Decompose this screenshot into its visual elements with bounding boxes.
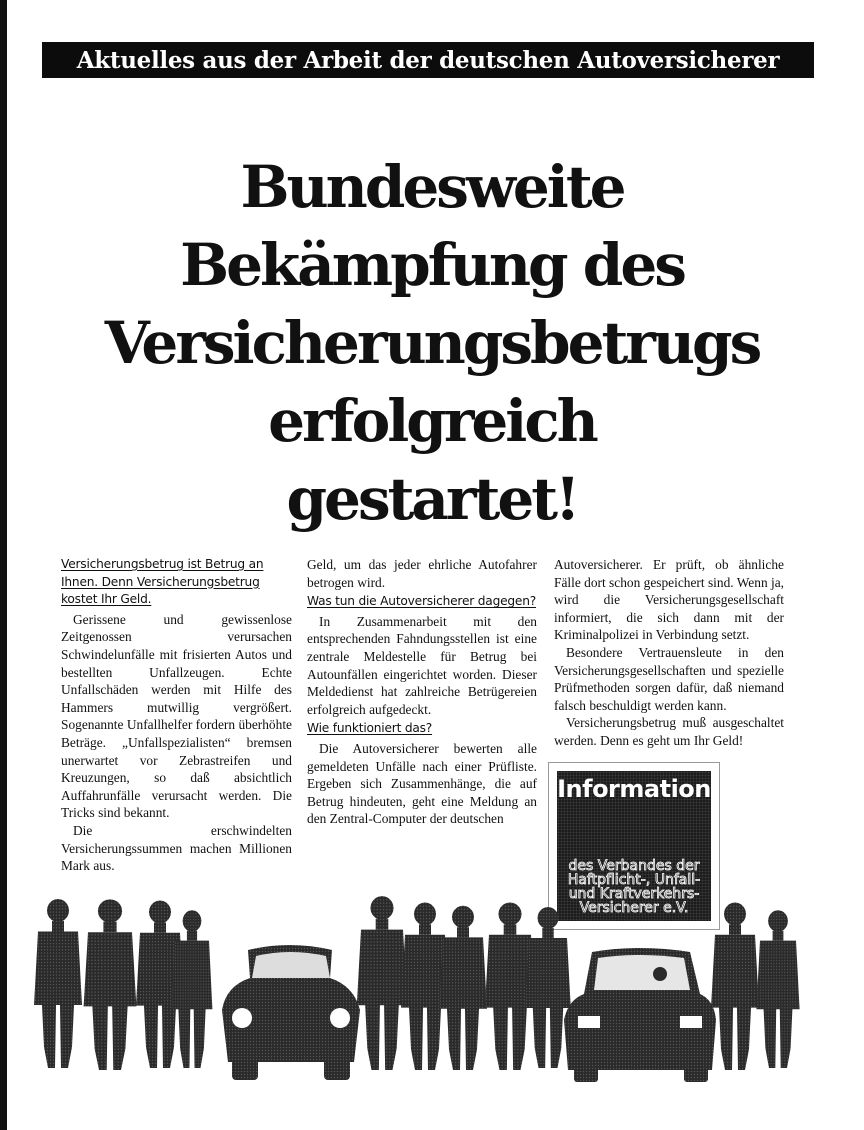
- person-silhouette: [756, 910, 799, 1068]
- headline-line: gestartet!: [286, 465, 578, 533]
- paragraph: Besondere Vertrauensleute in den Versicherungsgesellschaften und spezielle Prüfmethoden sorgen dafür, daß niemand falsch beschuldigt werden kann.: [554, 644, 784, 713]
- article-column-2: [307, 556, 537, 828]
- paragraph: Autoversicherer. Er prüft, ob ähnliche Fälle dort schon gespeichert sind. Wenn ja, wird die Versicherungsgesellschaft informiert, die sich dann mit der Kriminalpolizei in Verbindung setzt.: [554, 557, 784, 643]
- paragraph: Gerissene und gewissenlose Zeitgenossen verursachen Schwindelunfälle mit frisierten Autos und bestellten Unfallzeugen. Echte Unfallschäden werden mit Hilfe des Hammers mutwillig vergrößert. Sogenannte Unfallhelfer fordern überhöhte Beträge. „Unfallspezialisten“ bremsen unerwartet vor Zebrastreifen und Kreuzungen, so daß absichtlich Auffahrunfälle verursacht werden. Die Tricks sind bekannt.: [61, 611, 292, 821]
- person-silhouette: [525, 907, 571, 1068]
- subheading: Wie funktioniert das?: [307, 721, 433, 736]
- information-line: und Kraftverkehrs-: [568, 886, 700, 902]
- article-column-1: [61, 556, 292, 875]
- person-silhouette: [84, 899, 137, 1070]
- header-banner: [42, 42, 814, 78]
- person-silhouette: [34, 899, 82, 1068]
- information-title: Information: [557, 775, 711, 803]
- headline: [60, 148, 804, 538]
- headline-line: Bekämpfung des: [180, 231, 684, 299]
- lead-subheading: Versicherungsbetrug ist Betrug an Ihnen. Denn Versicherungsbetrug kostet Ihr Geld.: [61, 557, 264, 607]
- headline-line: Bundesweite: [240, 153, 624, 221]
- paragraph: Die Autoversicherer bewerten alle gemeldeten Unfälle nach einer Prüfliste. Ergeben sich Zusammenhänge, die auf Betrug hindeuten, geht eine Meldung an den Zentral-Computer der deutschen: [307, 740, 537, 827]
- headline-line: erfolgreich: [268, 387, 596, 455]
- article-column-3: [554, 556, 784, 750]
- paragraph: Die erschwindelten Versicherungssummen machen Millionen Mark aus.: [61, 822, 292, 874]
- information-line: Versicherer e.V.: [579, 900, 689, 916]
- banner-text: Aktuelles aus der Arbeit der deutschen Autoversicherer: [76, 46, 780, 74]
- information-line: Haftpflicht-, Unfall-: [567, 872, 701, 888]
- headline-line: Versicherungsbetrugs: [104, 309, 760, 377]
- silhouette-scene: [0, 890, 864, 1090]
- car-right-silhouette: [564, 948, 716, 1082]
- paragraph: Geld, um das jeder ehrliche Autofahrer betrogen wird.: [307, 557, 537, 590]
- paragraph: In Zusammenarbeit mit den entsprechenden Fahndungsstellen ist eine zentrale Meldestelle für Betrug bei Autounfällen eingerichtet worden. Dieser Meldedienst hat zahlreiche Betrügereien erfolgreich aufgedeckt.: [307, 613, 537, 717]
- paragraph: Versicherungsbetrug muß ausgeschaltet werden. Denn es geht um Ihr Geld!: [554, 715, 784, 748]
- person-silhouette: [439, 906, 487, 1070]
- information-line: des Verbandes der: [568, 858, 700, 874]
- car-left-silhouette: [222, 945, 360, 1080]
- person-silhouette: [357, 896, 407, 1070]
- person-silhouette: [711, 903, 759, 1070]
- subheading: Was tun die Autoversicherer dagegen?: [307, 594, 537, 609]
